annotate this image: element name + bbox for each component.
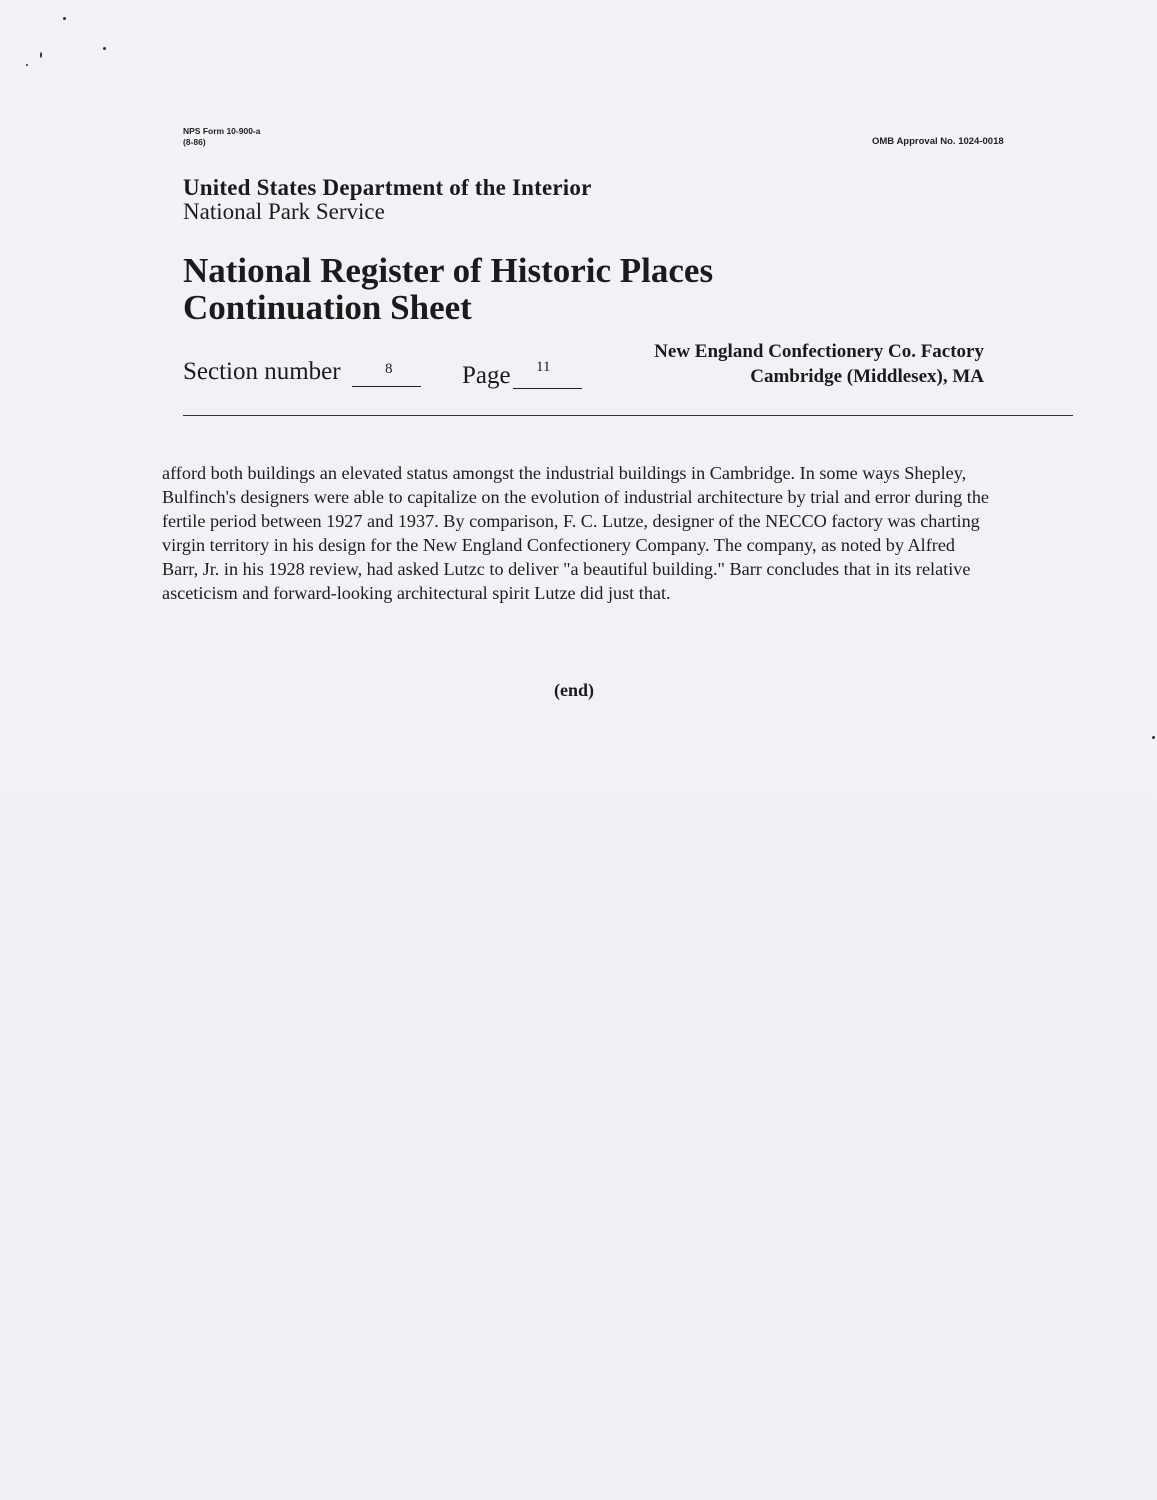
end-mark: (end) [554,680,594,700]
scan-speck [1152,736,1155,739]
scan-speck [40,52,42,58]
omb-approval: OMB Approval No. 1024-0018 [872,136,1004,147]
continuation-sheet-title: Continuation Sheet [183,288,472,327]
form-number: NPS Form 10-900-a [183,126,261,136]
body-paragraph: afford both buildings an elevated status amongst the industrial buildings in Cambridge. In some ways Shepley, Bulfinch's designers were able to capitalize on the evolution of industrial architecture by trial and error during the fertile period between 1927 and 1937. By comparison, F. C. Lutze, designer of the NECCO factory was charting virgin territory in his design for the New England Confectionery Company. The company, as noted by Alfred Barr, Jr. in his 1928 review, had asked Lutzc to deliver "a beautiful building." Barr concludes that in its relative asceticism and forward-looking architectural spirit Lutze did just that. [162,463,989,603]
header-divider [183,415,1073,416]
section-number-label: Section number [183,358,341,385]
register-title: National Register of Historic Places [183,251,714,290]
department-heading: United States Department of the Interior [183,175,592,200]
section-number-value: 8 [385,361,393,377]
page-number-value: 11 [536,359,551,375]
scan-speck [26,64,28,66]
page-label: Page [462,362,511,389]
scan-speck [103,47,106,50]
agency-heading: National Park Service [183,199,385,224]
form-date: (8-86) [183,137,206,147]
form-identifier [183,126,260,148]
property-location: Cambridge (Middlesex), MA [750,366,984,387]
property-name: New England Confectionery Co. Factory [654,341,984,362]
scan-speck [63,17,66,20]
